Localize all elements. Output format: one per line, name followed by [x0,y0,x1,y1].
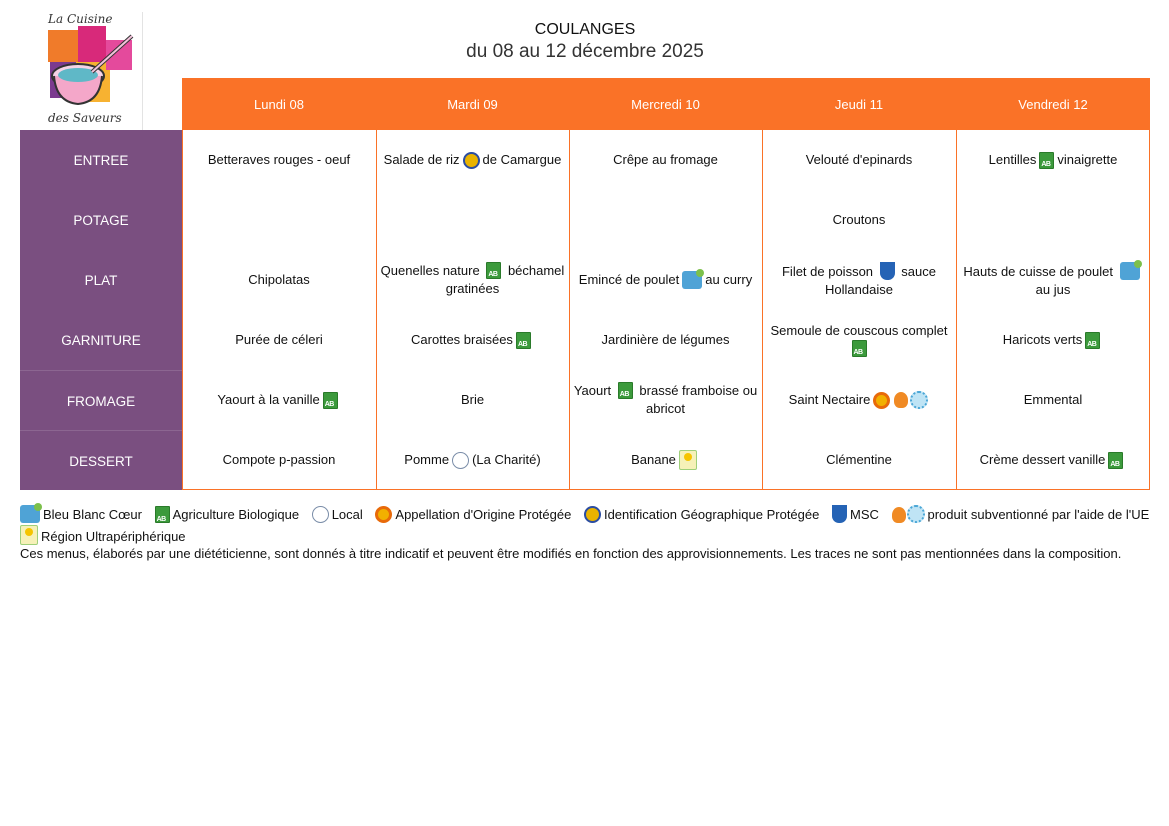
dish-text: Banane [631,452,676,467]
legend-label: Région Ultrapériphérique [41,529,186,544]
dish-text: Chipolatas [248,272,310,287]
disclaimer-note: Ces menus, élaborés par une diététicienne, sont donnés à titre indicatif et peuvent être modifiés en fonction des approvisionnements. Les traces ne sont pas mentionnées dans la composition. [20,546,1122,561]
cell-fromage-thursday [762,370,956,430]
bleu-blanc-coeur-icon [20,505,40,523]
bio-ab-icon [1039,152,1054,169]
cell-garniture-wednesday [569,310,762,370]
legend-item-ue [889,505,1150,525]
dish-text: Yaourt à la vanille [217,392,320,407]
bio-ab-icon [618,382,633,399]
cell-plat-wednesday [569,250,762,310]
legend-label: produit subventionné par l'aide de l'UE [927,507,1150,522]
dish-text: Semoule de couscous complet [770,323,948,338]
legend-label: Bleu Blanc Cœur [43,507,142,522]
bleu-blanc-coeur-icon [682,271,702,289]
msc-icon [880,262,895,280]
legend-item-aop [372,505,571,525]
cell-dessert-thursday [762,430,956,490]
day-header-thursday: Jeudi 11 [834,96,884,112]
rup-icon [679,450,697,470]
dish-text: Quenelles nature [380,263,480,278]
cell-plat-thursday [762,250,956,310]
cell-garniture-friday [956,310,1150,370]
cell-garniture-monday [182,310,376,370]
igp-icon [584,506,601,523]
dish-text: au jus [1035,281,1071,297]
bio-ab-icon [486,262,501,279]
bio-ab-icon [1085,332,1100,349]
dish-text: Brie [460,392,485,407]
dish-text: béchamel gratinées [445,263,565,296]
logo-text-bottom: des Saveurs [48,111,122,125]
category-fromage: FROMAGE [20,370,182,431]
ue-orange-icon [894,392,908,408]
ue-blue-icon [910,391,928,409]
rup-icon [20,525,38,545]
dish-text: Saint Nectaire [788,392,871,407]
dish-text: Emmental [1023,392,1083,407]
cell-dessert-monday [182,430,376,490]
category-entree: ENTREE [73,152,129,168]
dish-text: Velouté d'epinards [805,152,913,167]
dish-text: Carottes braisées [411,332,513,347]
dish-text: Filet de poisson [781,263,874,279]
bio-ab-icon [852,340,867,357]
category-column [20,130,182,490]
ue-blue-icon [907,505,925,523]
legend-item-bbc [20,505,142,525]
legend-label: Identification Géographique Protégée [603,507,820,522]
cell-garniture-thursday [762,310,956,370]
legend-label: MSC [849,507,879,522]
dish-text: sauce Hollandaise [825,263,936,297]
category-plat: PLAT [84,272,118,288]
dish-text: Clémentine [826,452,892,467]
cell-entree-wednesday [569,130,762,190]
dish-text: Pomme [404,452,450,467]
local-icon [312,506,329,523]
dish-text: Crème dessert vanille [979,452,1106,467]
bio-ab-icon [323,392,338,409]
dish-text: Croutons [832,212,886,227]
day-header-friday: Vendredi 12 [1018,96,1088,112]
legend-label: Agriculture Biologique [172,507,300,522]
legend-label: Appellation d'Origine Protégée [395,507,572,522]
cell-plat-friday [956,250,1150,310]
dish-text: Lentilles [988,152,1037,167]
dish-text: Haricots verts [1002,332,1083,347]
ue-orange-icon [892,507,906,523]
cell-fromage-monday [182,370,376,430]
cell-plat-monday [182,250,376,310]
bio-ab-icon [1108,452,1123,469]
igp-icon [463,152,480,169]
logo-text-top: La Cuisine [48,12,113,26]
legend-item-igp [581,505,819,525]
cell-dessert-wednesday [569,430,762,490]
cell-entree-monday [182,130,376,190]
bio-ab-icon [155,506,170,523]
cell-entree-tuesday [376,130,569,190]
day-header-row [182,78,1150,130]
bleu-blanc-coeur-icon [1120,262,1140,280]
dish-text: Betteraves rouges - oeuf [207,152,351,167]
dish-text: Crêpe au fromage [613,152,718,167]
cell-fromage-tuesday [376,370,569,430]
day-header-monday: Lundi 08 [254,96,304,112]
dish-text: Compote p-passion [222,452,336,467]
dish-text: Purée de céleri [235,332,323,347]
cell-potage-thursday [762,190,956,250]
dish-text: de Camargue [482,152,562,167]
menu-body [182,130,1150,490]
dish-text: Emincé de poulet [578,272,680,287]
dish-text: Jardinière de légumes [601,332,730,347]
day-header-tuesday: Mardi 09 [447,96,498,112]
legend-item-ab [152,505,299,525]
cell-fromage-wednesday [569,370,762,430]
category-dessert: DESSERT [20,430,182,491]
date-range: du 08 au 12 décembre 2025 [466,41,704,62]
cell-dessert-friday [956,430,1150,490]
aop-icon [375,506,392,523]
legend-label: Local [331,507,363,522]
local-icon [452,452,469,469]
site-name: COULANGES [534,21,636,38]
dish-text: brassé framboise ou abricot [639,383,758,416]
dish-text: vinaigrette [1057,152,1118,167]
dish-text: (La Charité) [472,452,541,467]
cell-entree-friday [956,130,1150,190]
dish-text: Yaourt [573,383,612,398]
dish-text: au curry [705,272,753,287]
category-garniture: GARNITURE [61,332,141,348]
dish-text: Salade de riz [383,152,460,167]
cell-fromage-friday [956,370,1150,430]
bio-ab-icon [516,332,531,349]
logo-image [20,12,140,130]
msc-icon [832,505,847,523]
legend-item-msc [829,505,879,525]
legend-item-local [309,505,363,525]
day-header-wednesday: Mercredi 10 [631,96,700,112]
cell-entree-thursday [762,130,956,190]
cell-garniture-tuesday [376,310,569,370]
logo [20,12,143,130]
cell-plat-tuesday [376,250,569,310]
cell-dessert-tuesday [376,430,569,490]
category-potage: POTAGE [73,212,129,228]
aop-icon [873,392,890,409]
dish-text: Hauts de cuisse de poulet [963,263,1113,279]
legend [20,505,1160,547]
